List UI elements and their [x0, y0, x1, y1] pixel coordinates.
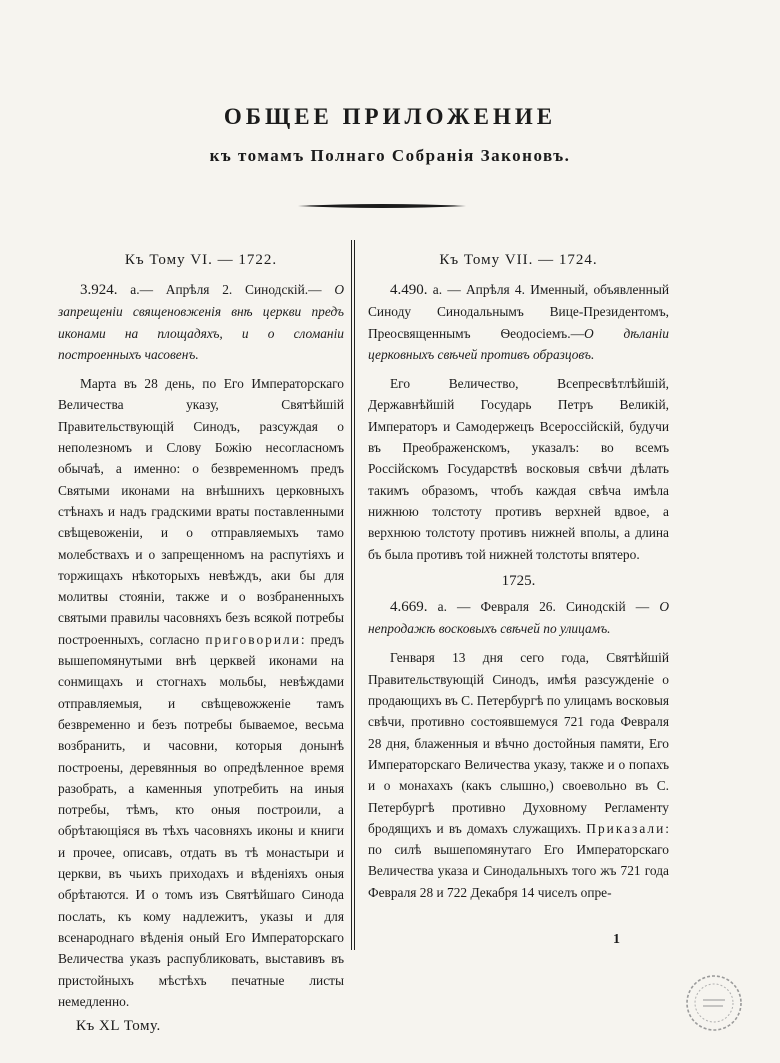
left-entry-body [58, 373, 344, 1012]
title-ornament [298, 203, 466, 209]
right-year-heading: 1725. [501, 572, 536, 589]
left-footer-note: Къ XL Тому. [76, 1018, 161, 1035]
right-column [368, 252, 669, 903]
right-entry2-body [368, 647, 669, 903]
right-entry1-body: Его Величество, Всепресвѣтлѣйшій, Державнѣйшій Государь Петръ Великій, Императоръ и Самодержецъ Всероссійскій, будучи въ Преображенскомъ, указалъ: во всемъ Россійскомъ Государствѣ восковыя свѣчи дѣлать такимъ образомъ, чтобъ каждая свѣча имѣла нижнюю толстоту противъ верхней вдвое, а верхнюю толстоту противъ нижней вполы, а длина бъ была противъ той нижней толстоты впятеро. [368, 376, 669, 562]
page-subtitle: къ томамъ Полнаго Собранія Законовъ. [209, 146, 571, 165]
right-entry1-title: О дѣланіи церковныхъ свѣчей противъ образцовъ. [368, 325, 669, 362]
right-entry1-lead: а. — Апрѣля 4. Именный, объявленный Синоду Синодальнымъ Вице-Президентомъ, Преосвященнымъ Ѳеодосіемъ.— [368, 282, 669, 341]
left-body-spaced: приговорили [205, 631, 301, 647]
left-column [58, 252, 344, 1035]
page-title: ОБЩЕЕ ПРИЛОЖЕНИЕ [223, 104, 557, 129]
left-body-text: Марта въ 28 день, по Его Императорскаго Величества указу, Святѣйшій Правительствующій Синодъ, разсуждая о неполезномъ и Слову Божію несогласномъ обычаѣ, а именно: о безвременномъ предъ Святыми иконами на внѣшнихъ церковныхъ стѣнахъ и надъ градскими враты поставленными свѣщевоженіи, и о отправляемыхъ тамо молебствахъ и о запрещенномъ на распутіяхъ и торжищахъ нѣкоторыхъ невѣждъ, аки бы для молитвы стояніи, также и о возбраненныхъ святыми правилы часовняхъ безъ всякой потребы построенныхъ, согласно [58, 376, 344, 647]
page-number: 1 [613, 932, 620, 947]
right-entry2-spaced: Приказали [586, 820, 666, 836]
left-entry-lead: а.— Апрѣля 2. Синодскій.— [117, 282, 322, 297]
right-entry1-number: 4.490. [390, 282, 428, 298]
column-divider [351, 240, 355, 950]
left-body-end: : предъ вышепомянутыми внѣ церквей иконами на сонмищахъ и стогнахъ мольбы, невѣждами отправляемыя, и свѣщевожженіе тамъ безвременно и безъ потребы бываемое, весьма возбранить, и часовни, которыя донынѣ построены, деревянныя во опредѣленное время разобрать, а каменныя употребить на иныя потребы, тѣмъ, кто оныя построили, а обрѣтающіяся въ тѣхъ часовняхъ иконы и книги и прочее, описавъ, отдать въ тѣ монастыри и церкви, въ чьихъ приходахъ и вѣденіяхъ оныя обрѣтаются. И о томъ изъ Святѣйшаго Синода послать, къ кому надлежитъ, указы и для всенароднаго вѣденія оный Его Императорскаго Величества указъ распубликовать, выставивъ въ пристойныхъ мѣстѣхъ печатные листы немедленно. [58, 631, 344, 1009]
right-entry2-text: Генваря 13 дня сего года, Святѣйшій Правительствующій Синодъ, имѣя разсужденіе о продающихъ въ С. Петербургѣ по улицамъ восковыя свѣчи, противно состоявшемуся 721 года Февраля 28 дня, блаженныя и вѣчно достойныя памяти, Его Императорскаго Величества указу, также и о попахъ и о монахахъ (какъ слышно,) своевольно въ С. Петербургѣ противно Духовному Регламенту бродящихъ и въ домахъ служащихъ. [368, 650, 669, 836]
right-entry2-header [368, 596, 669, 640]
library-stamp-icon [683, 972, 745, 1034]
left-entry-title: О запрещеніи священовженія внѣ церкви предъ иконами на площадяхъ, и о сломаніи построенныхъ часовенъ. [58, 282, 344, 362]
right-entry2-number: 4.669. [390, 598, 428, 615]
right-entry2-lead: а. — Февраля 26. Синодскій — [427, 598, 650, 614]
right-volume-heading: Къ Тому VII. — 1724. [439, 252, 598, 268]
right-entry1-header [368, 279, 669, 365]
left-volume-heading: Къ Тому VI. — 1722. [124, 252, 278, 268]
left-entry-number: 3.924. [80, 282, 118, 298]
right-entry2-title: О непродажѣ восковыхъ свѣчей по улицамъ. [368, 598, 669, 637]
right-entry2-end: : по силѣ вышепомянутаго Его Императорскаго Величества указа и Синодальныхъ того жъ 721 года Февраля 28 и 722 Декабря 14 чиселъ опре- [368, 820, 669, 900]
left-entry-header [58, 279, 344, 365]
